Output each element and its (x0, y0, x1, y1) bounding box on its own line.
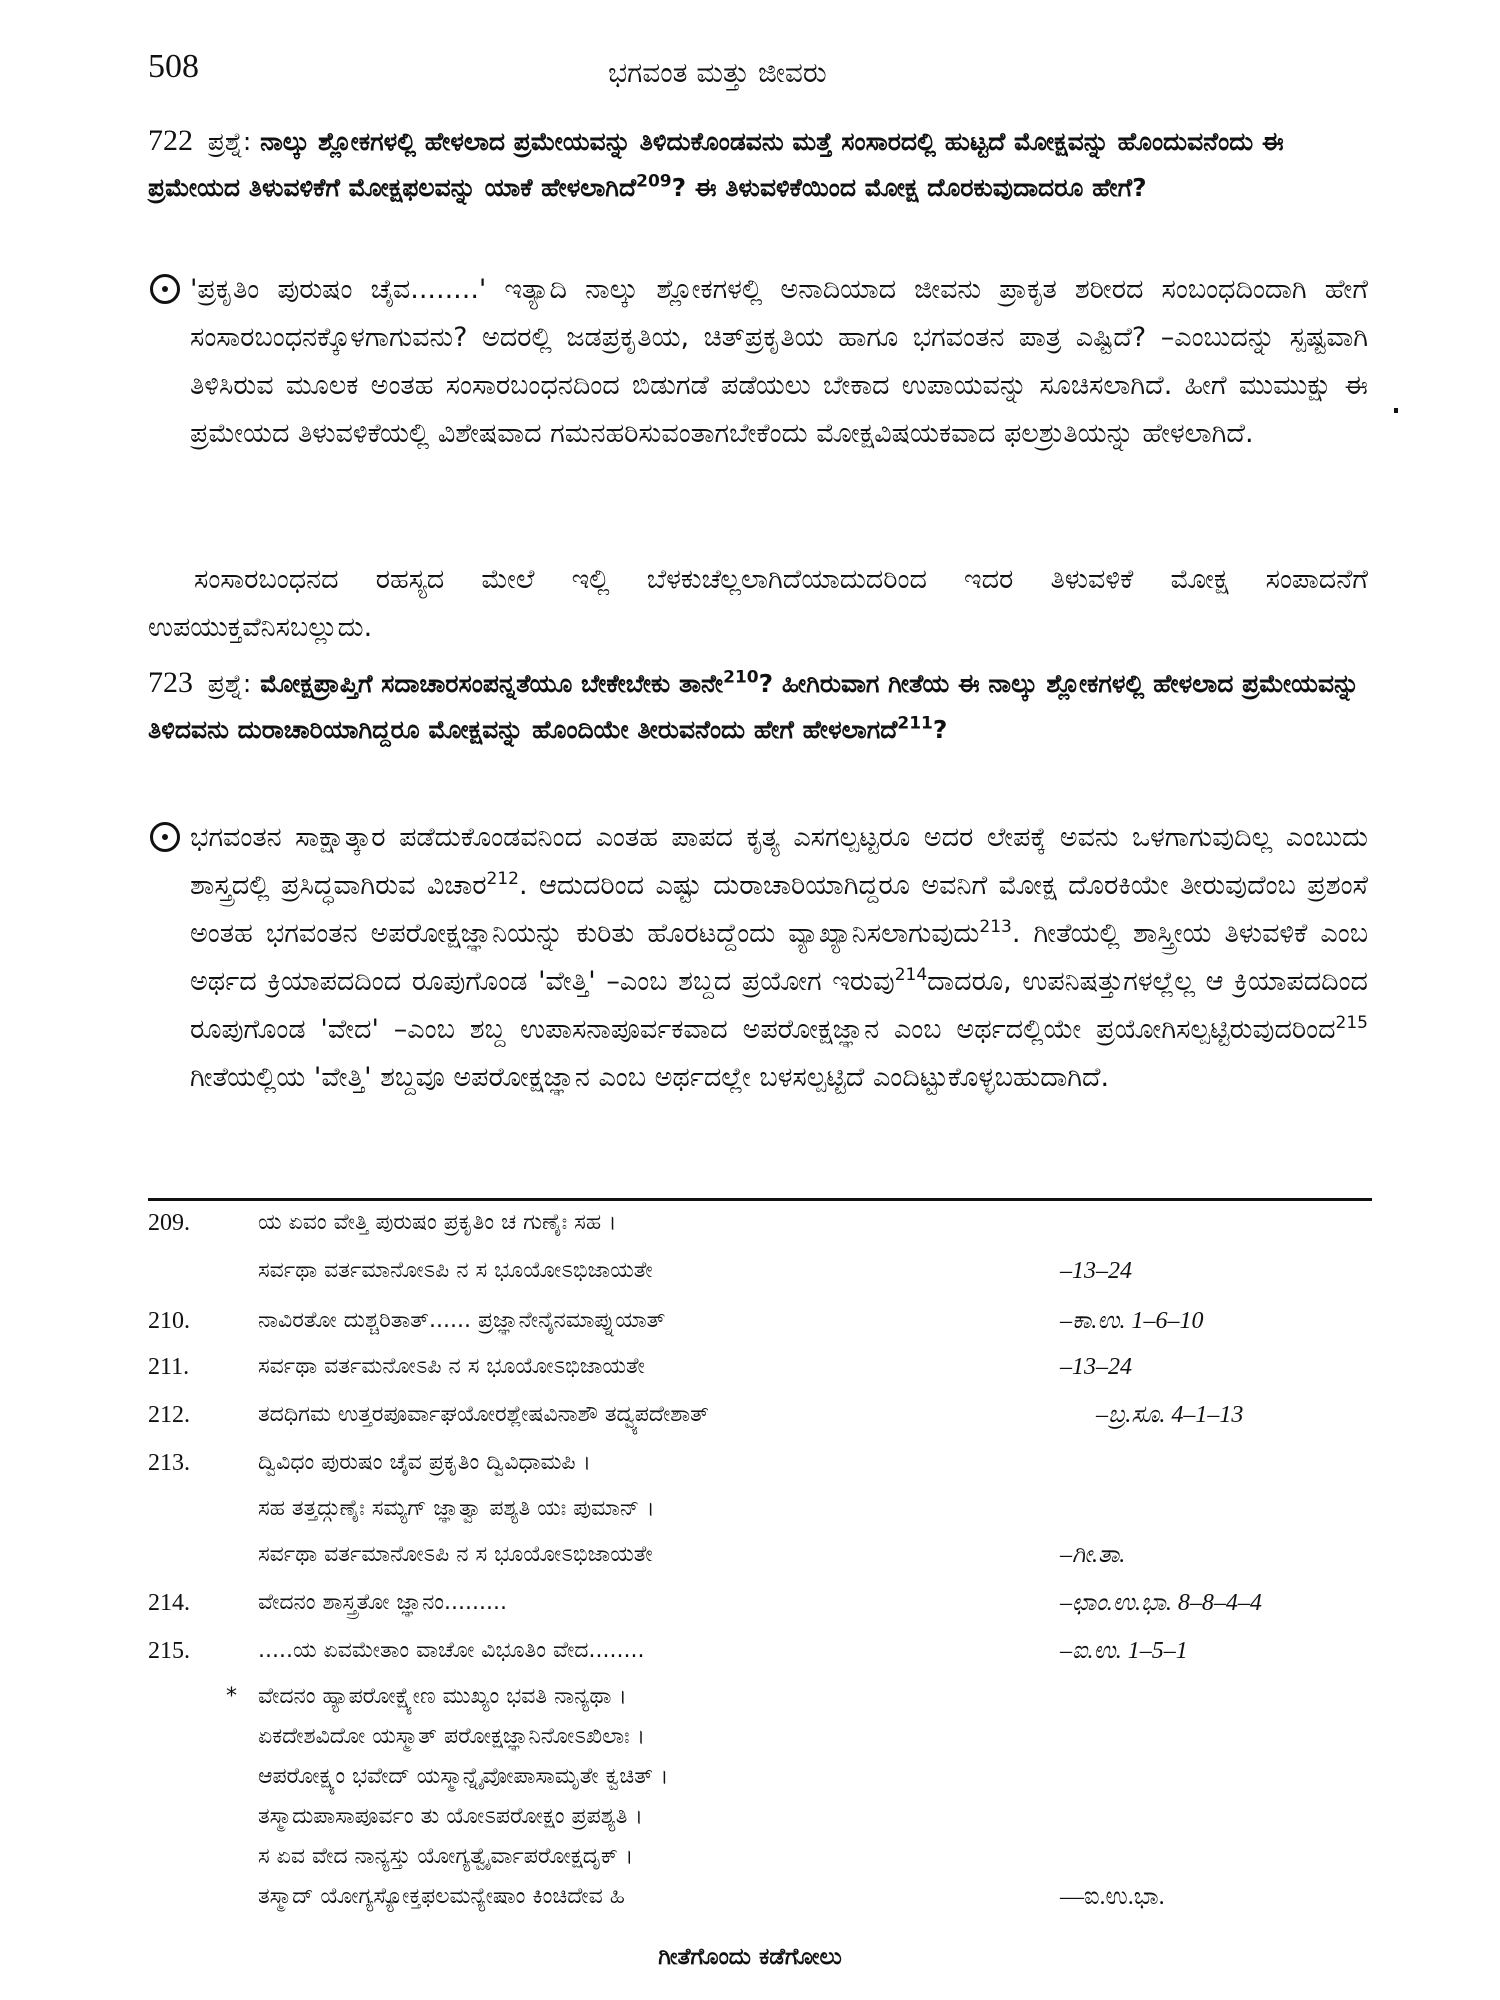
footnote-ref: 210 (723, 667, 759, 688)
verse-line: ಸ ಏವ ವೇದ ನಾನ್ಯಸ್ತು ಯೋಗ್ಯತ್ವೈರ್ವಾಪರೋಕ್ಷದೃಕ್ । (258, 1844, 634, 1869)
footnote-source: ––ಐ.ಉ.ಭಾ. (1060, 1884, 1165, 1910)
footnote-number: 211. (148, 1354, 190, 1380)
footnote-line: ಸಹ ತತ್ತದ್ಗುಣೈಃ ಸಮ್ಯಗ್ ಜ್ಞಾತ್ವಾ ಪಶ್ಯತಿ ಯಃ ಪುಮಾನ್ । (258, 1496, 655, 1521)
footnote-ref: 215 (1335, 1013, 1368, 1033)
question-text: ಮೋಕ್ಷಪ್ರಾಪ್ತಿಗೆ ಸದಾಚಾರಸಂಪನ್ನತೆಯೂ ಬೇಕೇಬೇಕು ತಾನೇ (260, 669, 724, 698)
footnote-source: –ಛಾಂ.ಉ.ಭಾ. 8–8–4–4 (1060, 1590, 1262, 1616)
answer-text: . ಗೀತೆಯಲ್ಲಿ ಶಾಸ್ತ್ರೀಯ ತಿಳುವಳಿಕೆ ಎಂಬ ಅರ್ಥದ ಕ್ರಿಯಾಪದದಿಂದ ರೂಪುಗೊಂಡ 'ವೇತ್ತಿ' –ಎಂಬ ಶಬ್ದದ ಪ್ರಯೋಗ ಇರುವು (190, 918, 1369, 997)
answer-text: ಗೀತೆಯಲ್ಲಿಯ 'ವೇತ್ತಿ' ಶಬ್ದವೂ ಅಪರೋಕ್ಷಜ್ಞಾನ ಎಂಬ ಅರ್ಥದಲ್ಲೇ ಬಳಸಲ್ಪಟ್ಟಿದೆ ಎಂದಿಟ್ಟುಕೊಳ್ಳಬಹುದಾಗಿದೆ. (190, 1062, 1110, 1093)
footnote-line: ವೇದನಂ ಶಾಸ್ತ್ರತೋ ಜ್ಞಾನಂ......... (258, 1590, 507, 1615)
footnote-divider (148, 1198, 1372, 1201)
question-label: ಪ್ರಶ್ನೆ: (207, 127, 252, 156)
footnote-line: ದ್ವಿವಿಧಂ ಪುರುಷಂ ಚೈವ ಪ್ರಕೃತಿಂ ದ್ವಿವಿಧಾಮಪಿ । (258, 1450, 591, 1475)
question-723 (148, 660, 1372, 753)
footnote-source: –ಐ.ಉ. 1–5–1 (1060, 1638, 1188, 1664)
footnote-number: 212. (148, 1402, 190, 1428)
footnote-source: –ಕಾ.ಉ. 1–6–10 (1060, 1308, 1204, 1334)
question-text: ? ಈ ತಿಳುವಳಿಕೆಯಿಂದ ಮೋಕ್ಷ ದೊರಕುವುದಾದರೂ ಹೇಗೆ? (671, 173, 1147, 202)
page-header (148, 48, 1368, 98)
footnote-source: –13–24 (1060, 1354, 1132, 1380)
verse-line: ತಸ್ಮಾದ್ ಯೋಗ್ಯಸ್ಯೋಕ್ತಫಲಮನ್ಯೇಷಾಂ ಕಿಂಚಿದೇವ ಹಿ (258, 1884, 625, 1909)
answer-722-paragraph: 'ಪ್ರಕೃತಿಂ ಪುರುಷಂ ಚೈವ........' ಇತ್ಯಾದಿ ನಾಲ್ಕು ಶ್ಲೋಕಗಳಲ್ಲಿ ಅನಾದಿಯಾದ ಜೀವನು ಪ್ರಾಕೃತ ಶರೀರದ ಸಂಬಂಧದಿಂದಾಗಿ ಹೇಗೆ ಸಂಸಾರಬಂಧನಕ್ಕೊಳಗಾಗುವನು? ಅದರಲ್ಲಿ ಜಡಪ್ರಕೃತಿಯ, ಚಿತ್‌ಪ್ರಕೃತಿಯ ಹಾಗೂ ಭಗವಂತನ ಪಾತ್ರ ಎಷ್ಟಿದೆ? –ಎಂಬುದನ್ನು ಸ್ಪಷ್ಟವಾಗಿ ತಿಳಿಸಿರುವ ಮೂಲಕ ಅಂತಹ ಸಂಸಾರಬಂಧನದಿಂದ ಬಿಡುಗಡೆ ಪಡೆಯಲು ಬೇಕಾದ ಉಪಾಯವನ್ನು ಸೂಚಿಸಲಾಗಿದೆ. ಹೀಗೆ ಮುಮುಕ್ಷು ಈ ಪ್ರಮೇಯದ ತಿಳುವಳಿಕೆಯಲ್ಲಿ ವಿಶೇಷವಾದ ಗಮನಹರಿಸುವಂತಾಗಬೇಕೆಂದು ಮೋಕ್ಷವಿಷಯಕವಾದ ಫಲಶ್ರುತಿಯನ್ನು ಹೇಳಲಾಗಿದೆ. (190, 274, 1368, 449)
footnote-source: –13–24 (1060, 1258, 1132, 1284)
verse-line: ಆಪರೋಕ್ಷ್ಯಂ ಭವೇದ್ ಯಸ್ಮಾನ್ನೈವೋಪಾಸಾಮೃತೇ ಕ್ವಚಿತ್ । (258, 1764, 669, 1789)
footnote-line: ಸರ್ವಥಾ ವರ್ತಮಾನೋಽಪಿ ನ ಸ ಭೂಯೋಽಭಿಜಾಯತೇ (258, 1258, 653, 1283)
asterisk-marker: * (226, 1684, 237, 1709)
footnote-ref: 214 (894, 965, 928, 985)
answer-bullet-icon (150, 822, 180, 852)
page-footer: ಗೀತೆಗೊಂದು ಕಡೆಗೋಲು (658, 1944, 842, 1970)
footnote-number: 213. (148, 1450, 190, 1476)
answer-text: ಭಗವಂತನ ಸಾಕ್ಷಾತ್ಕಾರ ಪಡೆದುಕೊಂಡವನಿಂದ ಎಂತಹ ಪಾಪದ ಕೃತ್ಯ ಎಸಗಲ್ಪಟ್ಟರೂ ಅದರ ಲೇಪಕ್ಕೆ ಅವನು ಒಳಗಾಗುವುದಿಲ್ಲ ಎಂಬುದು ಶಾಸ್ತ್ರದಲ್ಲಿ ಪ್ರಸಿದ್ಧವಾಗಿರುವ ವಿಚಾರ (190, 822, 1368, 901)
page-number: 508 (148, 48, 199, 85)
footnote-ref: 211 (897, 713, 933, 734)
footnote-number: 210. (148, 1308, 190, 1334)
footnote-ref: 209 (636, 171, 672, 192)
question-number: 723 (148, 666, 193, 699)
verse-line: ಏಕದೇಶವಿದೋ ಯಸ್ಮಾತ್ ಪರೋಕ್ಷಜ್ಞಾನಿನೋಽಖಿಲಾಃ । (258, 1724, 645, 1749)
question-text: ? ಹೀಗಿರುವಾಗ ಗೀತೆಯ ಈ ನಾಲ್ಕು ಶ್ಲೋಕಗಳಲ್ಲಿ ಹೇಳಲಾದ ಪ್ರಮೇಯವನ್ನು ತಿಳಿದವನು ದುರಾಚಾರಿಯಾಗಿದ್ದರೂ ಮೋಕ್ಷವನ್ನು ಹೊಂದಿಯೇ ತೀರುವನೆಂದು ಹೇಗೆ ಹೇಳಲಾಗದೆ (148, 669, 1360, 744)
answer-bullet-icon (150, 274, 180, 304)
running-title: ಭಗವಂತ ಮತ್ತು ಜೀವರು (608, 56, 827, 89)
footnote-line: ಸರ್ವಥಾ ವರ್ತಮನೋಽಪಿ ನ ಸ ಭೂಯೋಽಭಿಜಾಯತೇ (258, 1354, 645, 1379)
answer-723-paragraph (190, 814, 1368, 1102)
answer-text: . ಆದುದರಿಂದ ಎಷ್ಟು ದುರಾಚಾರಿಯಾಗಿದ್ದರೂ ಅವನಿಗೆ ಮೋಕ್ಷ ದೊರಕಿಯೇ ತೀರುವುದೆಂಬ ಪ್ರಶಂಸೆ ಅಂತಹ ಭಗವಂತನ ಅಪರೋಕ್ಷಜ್ಞಾನಿಯನ್ನು ಕುರಿತು ಹೊರಟದ್ದೆಂದು ವ್ಯಾಖ್ಯಾನಿಸಲಾಗುವುದು (190, 870, 1368, 949)
footnote-source: –ಗೀ.ತಾ. (1060, 1542, 1126, 1568)
footnote-number: 209. (148, 1210, 190, 1236)
footnote-line: .....ಯ ಏವಮೇತಾಂ ವಾಚೋ ವಿಭೂತಿಂ ವೇದ........ (258, 1638, 645, 1663)
question-number: 722 (148, 124, 193, 157)
verse-line: ವೇದನಂ ಹ್ಯಾಪರೋಕ್ಷ್ಯೇಣ ಮುಖ್ಯಂ ಭವತಿ ನಾನ್ಯಥಾ । (258, 1684, 627, 1709)
footnote-ref: 213 (979, 917, 1012, 937)
footnote-line: ನಾವಿರತೋ ದುಶ್ಚರಿತಾತ್...... ಪ್ರಜ್ಞಾನೇನೈನಮಾಪ್ನುಯಾತ್ (258, 1308, 666, 1333)
question-text: ? (932, 715, 948, 744)
answer-text: ದಾದರೂ, ಉಪನಿಷತ್ತುಗಳಲ್ಲೆಲ್ಲ ಆ ಕ್ರಿಯಾಪದದಿಂದ ರೂಪುಗೊಂಡ 'ವೇದ' –ಎಂಬ ಶಬ್ದ ಉಪಾಸನಾಪೂರ್ವಕವಾದ ಅಪರೋಕ್ಷಜ್ಞಾನ ಎಂಬ ಅರ್ಥದಲ್ಲಿಯೇ ಪ್ರಯೋಗಿಸಲ್ಪಟ್ಟಿರುವುದರಿಂದ (190, 966, 1368, 1045)
footnote-line: ಸರ್ವಥಾ ವರ್ತಮಾನೋಽಪಿ ನ ಸ ಭೂಯೋಽಭಿಜಾಯತೇ (258, 1542, 653, 1567)
footnote-number: 215. (148, 1638, 190, 1664)
footnote-line: ತದಧಿಗಮ ಉತ್ತರಪೂರ್ವಾಘಯೋರಶ್ಲೇಷವಿನಾಶೌ ತದ್ವ್ಯಪದೇಶಾತ್ (258, 1402, 709, 1427)
question-text: ನಾಲ್ಕು ಶ್ಲೋಕಗಳಲ್ಲಿ ಹೇಳಲಾದ ಪ್ರಮೇಯವನ್ನು ತಿಳಿದುಕೊಂಡವನು ಮತ್ತೆ ಸಂಸಾರದಲ್ಲಿ ಹುಟ್ಟದೆ ಮೋಕ್ಷವನ್ನು ಹೊಂದುವನೆಂದು ಈ ಪ್ರಮೇಯದ ತಿಳುವಳಿಕೆಗೆ ಮೋಕ್ಷಫಲವನ್ನು ಯಾಕೆ ಹೇಳಲಾಗಿದೆ (148, 127, 1284, 202)
answer-722-paragraph-2: ಸಂಸಾರಬಂಧನದ ರಹಸ್ಯದ ಮೇಲೆ ಇಲ್ಲಿ ಬೆಳಕುಚೆಲ್ಲಲಾಗಿದೆಯಾದುದರಿಂದ ಇದರ ತಿಳುವಳಿಕೆ ಮೋಕ್ಷ ಸಂಪಾದನೆಗೆ ಉಪಯುಕ್ತವೆನಿಸಬಲ್ಲುದು. (148, 564, 1368, 643)
verse-line: ತಸ್ಮಾದುಪಾಸಾಪೂರ್ವಂ ತು ಯೋಽಪರೋಕ್ಷಂ ಪ್ರಪಶ್ಯತಿ । (258, 1804, 643, 1829)
question-722 (148, 118, 1372, 211)
footnote-number: 214. (148, 1590, 190, 1616)
footnote-source: –ಬ್ರ.ಸೂ. 4–1–13 (1096, 1402, 1244, 1428)
question-label: ಪ್ರಶ್ನೆ: (207, 669, 252, 698)
footnote-line: ಯ ಏವಂ ವೇತ್ತಿ ಪುರುಷಂ ಪ್ರಕೃತಿಂ ಚ ಗುಣೈಃ ಸಹ । (258, 1210, 617, 1235)
footnote-ref: 212 (486, 869, 519, 889)
margin-mark (1394, 408, 1398, 413)
